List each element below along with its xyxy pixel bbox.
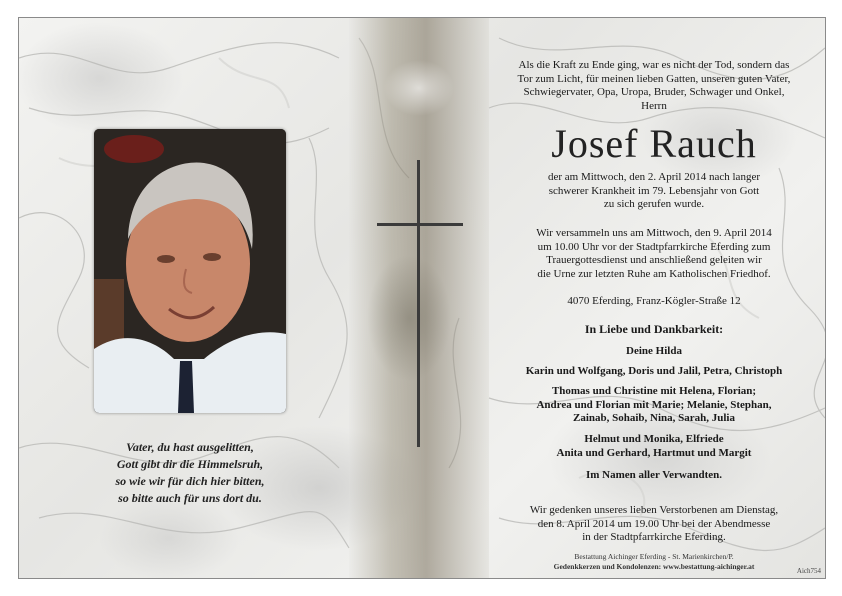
siblings-line: Anita und Gerhard, Hartmut und Margit [556, 446, 752, 459]
address: 4070 Eferding, Franz-Kögler-Straße 12 [567, 295, 741, 307]
intro-line: Als die Kraft zu Ende ging, war es nicht der Tod, sondern das [518, 59, 790, 71]
funeral-home: Bestattung Aichinger Eferding - St. Marienkirchen/P. [574, 552, 734, 561]
reference-code: Aich754 [796, 567, 821, 575]
siblings-line: Helmut und Monika, Elfriede [584, 433, 724, 445]
intro-text [489, 59, 819, 113]
funeral-line: die Urne zur letzten Ruhe am Katholischen Friedhof. [537, 267, 771, 280]
verse-line: so wie wir für dich hier bitten, [115, 474, 265, 488]
intro-line: Schwiegervater, Opa, Uropa, Bruder, Schwager und Onkel, [523, 86, 785, 98]
intro-line: Tor zum Licht, für meinen lieben Gatten, unseren guten Vater, [517, 72, 791, 85]
funeral-line: Wir versammeln uns am Mittwoch, den 9. April 2014 [536, 227, 772, 239]
footer [489, 552, 819, 571]
condolences-link[interactable]: Gedenkkerzen und Kondolenzen: www.bestattung-aichinger.at [553, 561, 755, 571]
family-relatives: Im Namen aller Verwandten. [585, 469, 723, 481]
verse-line: Vater, du hast ausgelitten, [126, 440, 254, 454]
family-wife: Deine Hilda [626, 345, 682, 357]
memorial-line: in der Stadtpfarrkirche Eferding. [582, 531, 726, 543]
memorial-notice [489, 504, 819, 545]
portrait-photo [94, 129, 286, 413]
cross-horizontal [377, 223, 463, 226]
intro-line: Herrn [641, 99, 667, 112]
grandchildren-line: Zainab, Sohaib, Nina, Sarah, Julia [572, 412, 735, 424]
thanks-heading: In Liebe und Dankbarkeit: [584, 322, 724, 336]
memorial-line: Wir gedenken unseres lieben Verstorbenen am Dienstag, [529, 504, 779, 516]
death-line: der am Mittwoch, den 2. April 2014 nach langer [547, 171, 760, 183]
family-grandchildren [489, 385, 819, 426]
cross-vertical [417, 160, 420, 447]
family-children: Karin und Wolfgang, Doris und Jalil, Petra, Christoph [525, 365, 783, 377]
memorial-line: den 8. April 2014 um 19.00 Uhr bei der Abendmesse [537, 517, 771, 530]
death-line: zu sich gerufen wurde. [603, 198, 705, 210]
funeral-line: Trauergottesdienst und anschließend geleiten wir [546, 254, 762, 266]
death-line: schwerer Krankheit im 79. Lebensjahr von Gott [548, 184, 760, 197]
funeral-notice [489, 227, 819, 281]
verse-block [84, 439, 296, 507]
family-siblings [489, 433, 819, 460]
death-notice [489, 171, 819, 212]
verse-line: Gott gibt dir die Himmelsruh, [116, 457, 264, 471]
deceased-name: Josef Rauch [551, 121, 757, 166]
funeral-line: um 10.00 Uhr vor der Stadtpfarrkirche Eferding zum [537, 240, 771, 253]
grandchildren-line: Andrea und Florian mit Marie; Melanie, Stephan, [536, 398, 772, 411]
obituary-card [18, 17, 826, 579]
grandchildren-line: Thomas und Christine mit Helena, Florian; [551, 385, 757, 397]
verse-line: so bitte auch für uns dort du. [118, 491, 262, 505]
